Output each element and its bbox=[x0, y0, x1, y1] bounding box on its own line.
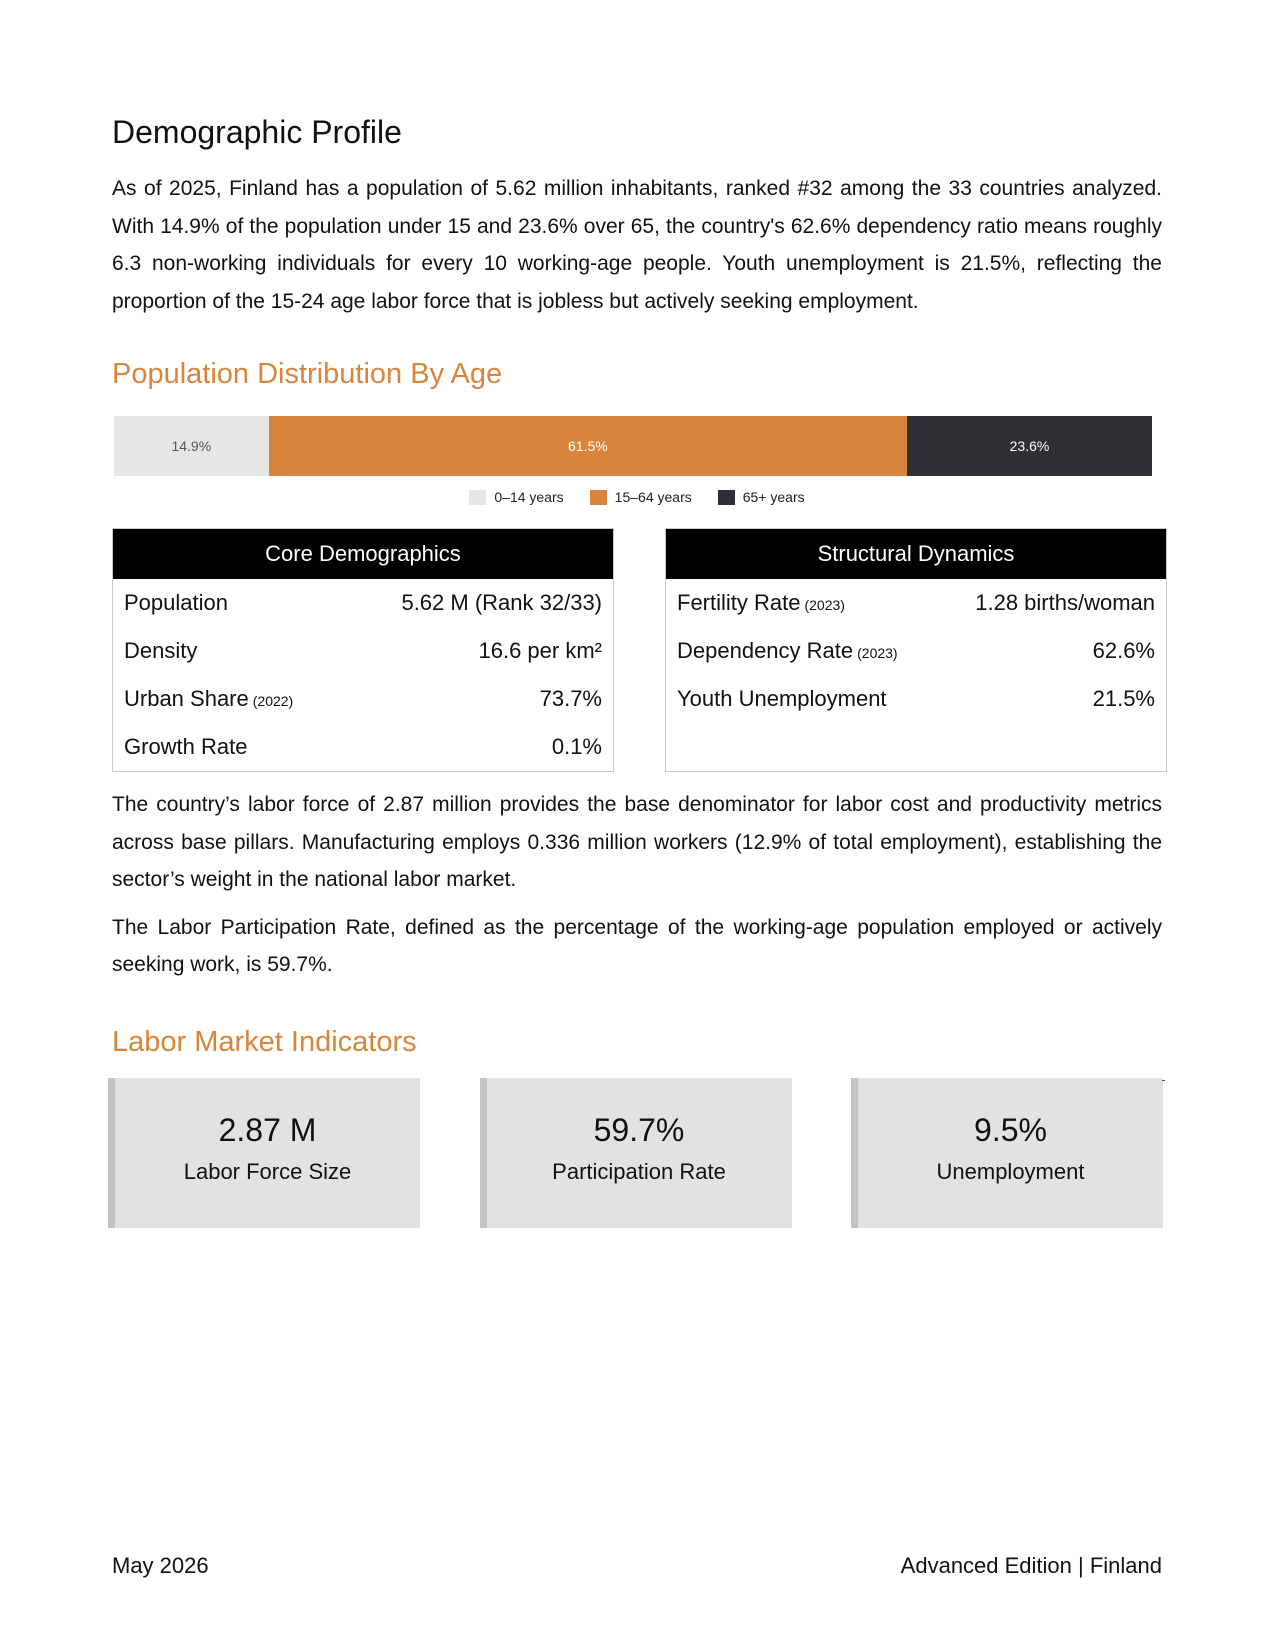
labor-section-title: Labor Market Indicators bbox=[112, 1025, 417, 1058]
report-page bbox=[112, 112, 1162, 1228]
kpi-card-unemployment bbox=[851, 1078, 1163, 1228]
row-value: 16.6 per km² bbox=[478, 638, 602, 663]
age-distribution-chart bbox=[112, 416, 1162, 516]
row-label: Youth Unemployment bbox=[677, 686, 887, 711]
page-footer bbox=[112, 1553, 1162, 1579]
kpi-label: Labor Force Size bbox=[183, 1158, 352, 1184]
row-value: 1.28 births/woman bbox=[975, 590, 1155, 615]
row-value: 0.1% bbox=[551, 734, 602, 759]
footer-date: May 2026 bbox=[112, 1553, 209, 1578]
kpi-card-labor-force bbox=[108, 1078, 420, 1228]
table-row bbox=[113, 675, 613, 723]
segment-label: 61.5% bbox=[567, 438, 608, 454]
footer-edition: Advanced Edition | Finland bbox=[900, 1553, 1162, 1578]
table-row bbox=[113, 579, 613, 627]
table-row bbox=[666, 627, 1166, 675]
row-note: (2022) bbox=[252, 693, 294, 709]
kpi-label: Participation Rate bbox=[552, 1158, 726, 1184]
row-label: Dependency Rate bbox=[677, 638, 854, 663]
age-stacked-bar bbox=[114, 416, 1152, 476]
stray-tick-mark bbox=[1162, 1080, 1165, 1081]
row-note: (2023) bbox=[804, 597, 845, 613]
segment-label: 14.9% bbox=[171, 438, 212, 454]
legend-label: 0–14 years bbox=[494, 489, 564, 505]
row-value: 62.6% bbox=[1092, 638, 1155, 663]
table-row bbox=[666, 579, 1166, 627]
participation-paragraph: The Labor Participation Rate, defined as the percentage of the working-age population employed or actively seeking work, is 59.7%. bbox=[112, 915, 1162, 976]
core-demographics-table bbox=[112, 528, 614, 772]
row-label: Growth Rate bbox=[124, 734, 248, 759]
age-bar-segment bbox=[907, 416, 1152, 476]
page-title: Demographic Profile bbox=[112, 114, 402, 150]
legend-swatch bbox=[590, 490, 607, 505]
structural-dynamics-table bbox=[665, 528, 1167, 772]
kpi-value: 9.5% bbox=[974, 1111, 1047, 1148]
row-label: Urban Share bbox=[124, 686, 249, 711]
legend-item bbox=[469, 489, 563, 505]
legend-swatch bbox=[718, 490, 735, 505]
segment-label: 23.6% bbox=[1009, 438, 1050, 454]
age-bar-segment bbox=[269, 416, 907, 476]
labor-force-paragraph: The country’s labor force of 2.87 million provides the base denominator for labor cost and productivity metrics across base pillars. Manufacturing employs 0.336 million workers (12.9% of total employment), establishing the sector’s weight in the national labor market. bbox=[112, 793, 1162, 891]
row-label: Population bbox=[124, 590, 228, 615]
row-note: (2023) bbox=[857, 645, 898, 661]
row-value: 5.62 M (Rank 32/33) bbox=[401, 590, 602, 615]
kpi-label: Unemployment bbox=[936, 1158, 1085, 1184]
table-header: Structural Dynamics bbox=[666, 529, 1166, 579]
demographic-tables bbox=[112, 528, 1167, 772]
intro-paragraph: As of 2025, Finland has a population of 5.62 million inhabitants, ranked #32 among the 33 countries analyzed. With 14.9% of the population under 15 and 23.6% over 65, the country's 62.6% dependency ratio means roughly 6.3 non-working individuals for every 10 working-age people. Youth unemployment is 21.5%, reflecting the proportion of the 15-24 age labor force that is jobless but actively seeking employment. bbox=[112, 177, 1162, 313]
row-label: Density bbox=[124, 638, 198, 663]
legend-label: 65+ years bbox=[742, 489, 805, 505]
legend-item bbox=[590, 489, 692, 505]
row-value: 21.5% bbox=[1092, 686, 1155, 711]
age-section-title: Population Distribution By Age bbox=[112, 358, 503, 390]
age-bar-segment bbox=[114, 416, 269, 476]
kpi-value: 2.87 M bbox=[218, 1111, 317, 1148]
row-label: Fertility Rate bbox=[677, 590, 801, 615]
kpi-cards bbox=[108, 1078, 1163, 1228]
legend-swatch bbox=[469, 490, 486, 505]
row-value: 73.7% bbox=[539, 686, 602, 711]
table-header: Core Demographics bbox=[113, 529, 613, 579]
kpi-value: 59.7% bbox=[593, 1111, 685, 1148]
table-row bbox=[113, 627, 613, 675]
legend-item bbox=[718, 489, 805, 505]
kpi-card-participation bbox=[480, 1078, 792, 1228]
legend-label: 15–64 years bbox=[614, 489, 692, 505]
chart-legend bbox=[112, 489, 1162, 505]
table-row bbox=[666, 675, 1166, 723]
table-row bbox=[113, 723, 613, 771]
